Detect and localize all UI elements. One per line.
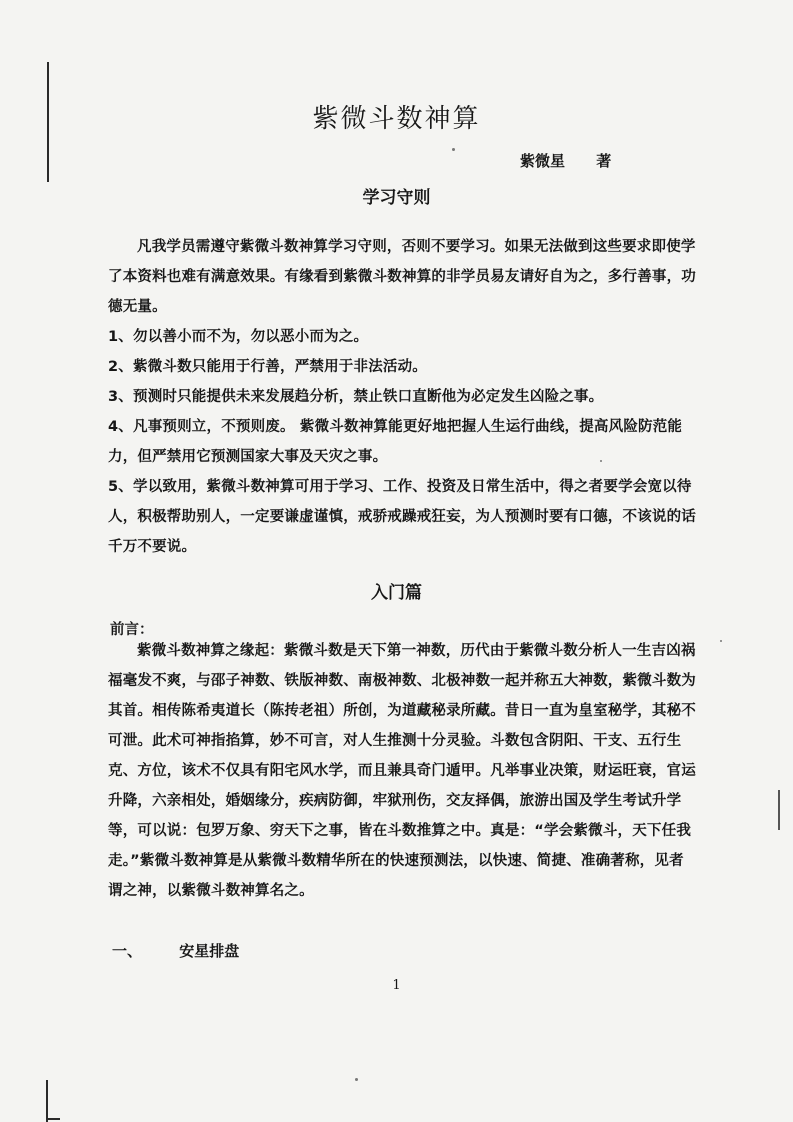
chapter-number: 一、 xyxy=(112,942,143,960)
rules-heading: 学习守则 xyxy=(362,188,431,208)
scan-speck xyxy=(720,640,722,642)
document-title: 紫微斗数神算 xyxy=(312,104,481,134)
rules-intro: 凡我学员需遵守紫微斗数神算学习守则，否则不要学习。如果无法做到这些要求即使学了本资料也难有满意效果。有缘看到紫微斗数神算的非学员易友请好自为之，多行善事，功德无量。 xyxy=(108,239,696,315)
preface-section xyxy=(108,636,698,906)
author-name: 紫微星 xyxy=(520,152,566,170)
scan-speck xyxy=(600,460,602,462)
scan-edge-mark xyxy=(778,790,780,830)
page-number: 1 xyxy=(392,978,401,993)
author-role: 著 xyxy=(596,152,612,170)
chapter-heading xyxy=(112,940,239,961)
rule-item: 2、紫微斗数只能用于行善，严禁用于非法活动。 xyxy=(108,359,427,375)
rule-item: 1、勿以善小而不为，勿以恶小而为之。 xyxy=(108,329,369,345)
scan-margin-line xyxy=(46,1118,60,1120)
intro-heading: 入门篇 xyxy=(371,583,422,603)
scan-speck xyxy=(452,148,455,151)
rules-section xyxy=(108,232,698,562)
rule-item: 5、学以致用，紫微斗数神算可用于学习、工作、投资及日常生活中，得之者要学会宽以待人，积极帮助别人，一定要谦虚谨慎，戒骄戒躁戒狂妄，为人预测时要有口德，不该说的话千万不要说。 xyxy=(108,479,696,555)
author-line xyxy=(520,150,611,171)
scan-speck xyxy=(355,1078,358,1081)
preface-label: 前言： xyxy=(110,622,154,638)
preface-text: 紫微斗数神算之缘起：紫微斗数是天下第一神数，历代由于紫微斗数分析人一生吉凶祸福毫发不爽，与邵子神数、铁版神数、南极神数、北极神数一起并称五大神数，紫微斗数为其首。相传陈希夷道长（陈抟老祖）所创，为道藏秘录所藏。昔日一直为皇室秘学，其秘不可泄。此术可神指掐算，妙不可言，对人生推测十分灵验。斗数包含阴阳、干支、五行生克、方位，该术不仅具有阳宅风水学，而且兼具奇门遁甲。凡举事业决策，财运旺衰，官运升降，六亲相处，婚姻缘分，疾病防御，牢狱刑伤，交友择偶，旅游出国及学生考试升学等，可以说：包罗万象、穷天下之事，皆在斗数推算之中。真是：“学会紫微斗，天下任我走。”紫微斗数神算是从紫微斗数精华所在的快速预测法，以快速、简捷、准确著称，见者谓之神，以紫微斗数神算名之。 xyxy=(108,643,696,899)
rule-item: 4、凡事预则立，不预则废。 紫微斗数神算能更好地把握人生运行曲线，提高风险防范能力，但严禁用它预测国家大事及天灾之事。 xyxy=(108,419,683,465)
scan-margin-line xyxy=(46,1080,48,1122)
chapter-title: 安星排盘 xyxy=(179,942,240,960)
rule-item: 3、预测时只能提供未来发展趋分析，禁止铁口直断他为必定发生凶险之事。 xyxy=(108,389,604,405)
